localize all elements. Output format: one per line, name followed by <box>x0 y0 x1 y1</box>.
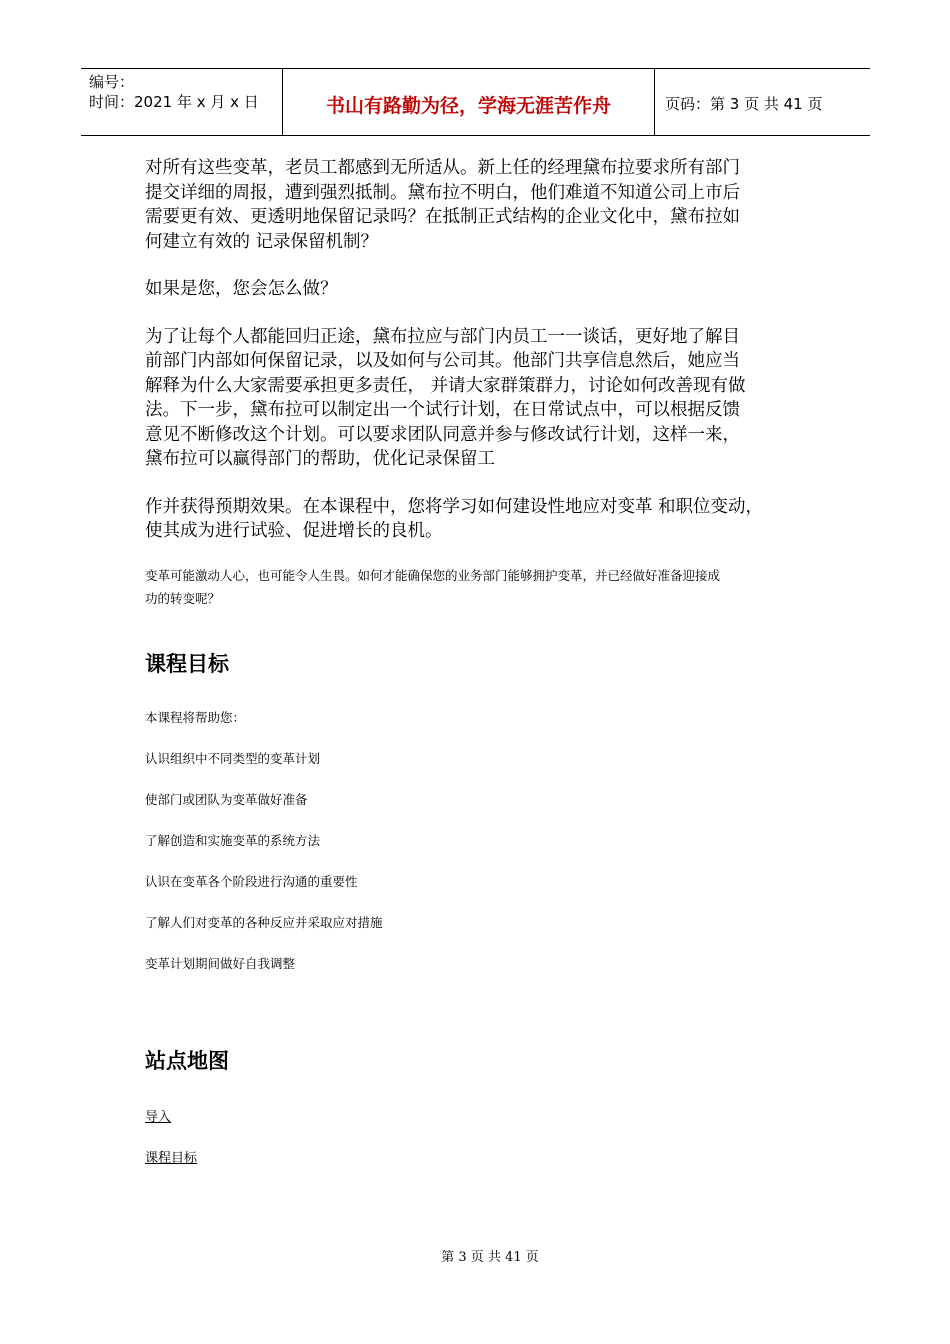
document-date: 时间：2021 年 x 月 x 日 <box>89 93 259 111</box>
sitemap-link-intro[interactable]: 导入 <box>145 1109 172 1125</box>
page-footer: 第 3 页 共 41 页 <box>441 1250 539 1265</box>
page-header <box>81 68 870 136</box>
header-page-number: 页码：第 3 页 共 41 页 <box>665 94 823 113</box>
paragraph-4: 作并获得预期效果。在本课程中，您将学习如何建设性地应对变革 和职位变动， 使其成为进行试验、促进增长的良机。 <box>145 496 764 541</box>
paragraph-2: 如果是您，您会怎么做？ <box>145 279 338 299</box>
header-meta <box>81 69 282 135</box>
paragraph-3: 为了让每个人都能回归正途，黛布拉应与部门内员工一一谈话，更好地了解目 前部门内部如何保留记录，以及如何与公司其。他部门共享信息然后，她应当 解释为什么大家需要承担更多责任， 并请大家群策群力，讨论如何改善现有做 法。下一步，黛布拉可以制定出一个试行计划，在日常试点中，可以根据反馈 意见不断修改这个计划。可以要求团队同意并参与修改试行计划，这样一来， 黛布拉可以赢得部门的帮助，优化记录保留工 <box>145 326 746 469</box>
sitemap-link-objectives[interactable]: 课程目标 <box>145 1150 198 1166</box>
objective-item: 认识组织中不同类型的变革计划 <box>145 750 321 766</box>
objective-item: 了解人们对变革的各种反应并采取应对措施 <box>145 914 383 930</box>
objective-item: 变革计划期间做好自我调整 <box>145 955 296 971</box>
objective-item: 了解创造和实施变革的系统方法 <box>145 832 321 848</box>
document-number: 编号： <box>89 73 135 91</box>
objectives-heading: 课程目标 <box>145 651 229 676</box>
sitemap-heading: 站点地图 <box>145 1048 229 1073</box>
objective-item: 认识在变革各个阶段进行沟通的重要性 <box>145 873 358 889</box>
header-motto: 书山有路勤为径，学海无涯苦作舟 <box>282 69 655 135</box>
objectives-intro: 本课程将帮助您： <box>145 709 246 725</box>
objective-item: 使部门或团队为变革做好准备 <box>145 791 308 807</box>
document-body <box>145 156 825 1190</box>
paragraph-1: 对所有这些变革，老员工都感到无所适从。新上任的经理黛布拉要求所有部门 提交详细的周报，遭到强烈抵制。黛布拉不明白，他们难道不知道公司上市后 需要更有效、更透明地保留记录吗？在抵制正式结构的企业文化中，黛布拉如 何建立有效的 记录保留机制？ <box>145 158 740 252</box>
paragraph-5: 变革可能激动人心，也可能令人生畏。如何才能确保您的业务部门能够拥护变革，并已经做好准备迎接成 功的转变呢？ <box>145 567 721 606</box>
